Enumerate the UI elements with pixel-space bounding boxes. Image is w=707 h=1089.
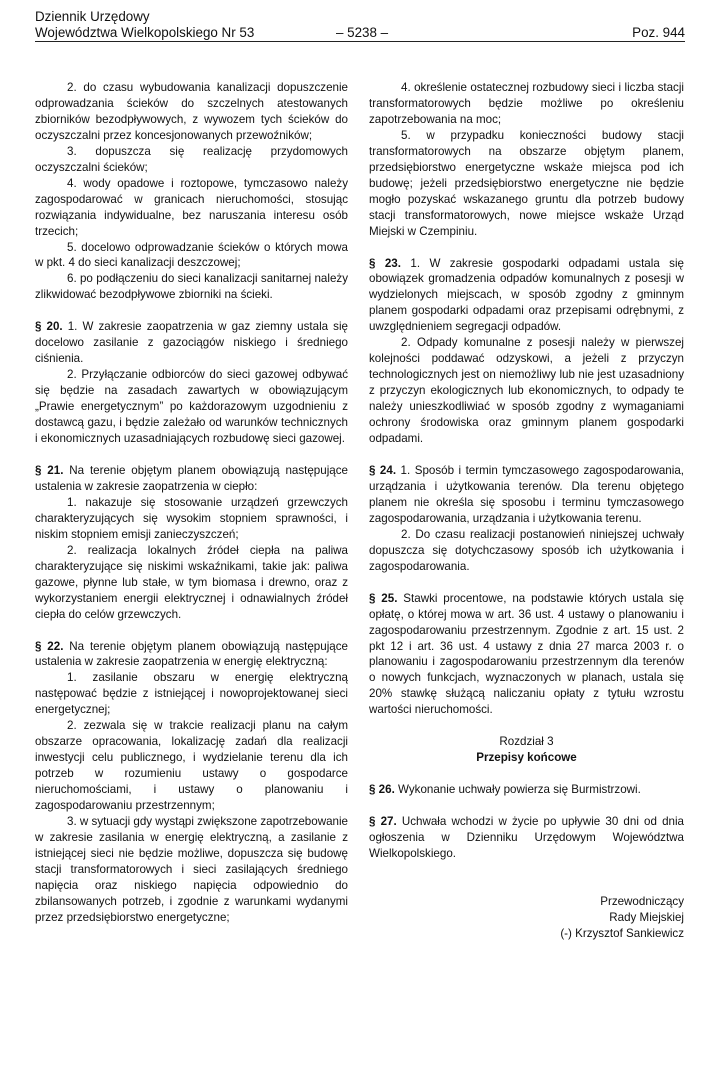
section-text: Uchwała wchodzi w życie po upływie 30 dni od dnia ogłoszenia w Dzienniku Urzędowym Województwa Wielkopolskiego. — [369, 815, 684, 861]
section-25 — [369, 591, 684, 719]
page-header — [35, 9, 685, 41]
paragraph: 3. w sytuacji gdy wystąpi zwiększone zapotrzebowanie w zakresie zasilania w energię elektryczną, a zasilanie z istniejącej sieci nie będzie możliwe, dopuszcza się budowę stacji transformatorowych i sieci zasilających średniego napięcia oraz niskiego napięcia odpowiednio do zbilansowanych potrzeb, i zgodnie z warunkami wydanymi przez przedsiębiorstwo energetyczne; — [35, 814, 348, 924]
section-text: Wykonanie uchwały powierza się Burmistrzowi. — [394, 783, 641, 797]
journal-title: Dziennik Urzędowy — [35, 9, 150, 24]
page-number: – 5238 – — [336, 24, 389, 40]
section-23 — [369, 256, 684, 336]
paragraph: 4. określenie ostatecznej rozbudowy sieci i liczba stacji transformatorowych będzie możliwe po określeniu zapotrzebowania na moc; — [369, 81, 684, 126]
position-number: Poz. 944 — [632, 24, 685, 40]
section-21 — [35, 463, 348, 495]
header-rule — [35, 41, 685, 42]
paragraph: 2. zezwala się w trakcie realizacji planu na całym obszarze opracowania, lokalizację zadań dla realizacji inwestycji celu publicznego, i wydzielanie terenu dla ich potrzeb w rozumieniu ustawy o gospodarce nieruchomościami, i ustawy o planowaniu i zagospodarowaniu przestrzennym; — [35, 719, 348, 813]
section-text: 1. W zakresie zaopatrzenia w gaz ziemny ustala się docelowo zasilanie z gazociągów niskiego i średniego ciśnienia. — [35, 320, 348, 366]
section-text: 1. W zakresie gospodarki odpadami ustala się obowiązek gromadzenia odpadów komunalnych z posesji w wydzielonych miejscach, w sposób zgodny z gminnym planem gospodarki odpadami oraz przepisami odrębnymi, z uwzględnieniem segregacji odpadów. — [369, 256, 684, 334]
section-label: § 21. — [35, 463, 64, 477]
section-26 — [369, 782, 684, 798]
section-label: § 20. — [35, 320, 63, 334]
section-label: § 22. — [35, 639, 64, 653]
section-text: 1. Sposób i termin tymczasowego zagospodarowania, urządzania i użytkowania terenów. Dla terenu objętego planem nie określa się sposobu i terminu tymczasowego zagospodarowania, urządzania i użytkowania terenu. — [369, 463, 684, 525]
paragraph: 6. po podłączeniu do sieci kanalizacji sanitarnej należy zlikwidować bezodpływowe zbiorniki na ścieki. — [35, 272, 348, 302]
section-label: § 26. — [369, 783, 395, 797]
signature-line: Rady Miejskiej — [609, 910, 684, 924]
paragraph: 1. nakazuje się stosowanie urządzeń grzewczych charakteryzujących się wysokim stopniem sprawności, i niskim stopniem emisji zanieczyszczeń; — [35, 495, 348, 541]
left-column — [35, 80, 348, 926]
signature-line: Przewodniczący — [600, 894, 684, 908]
paragraph: 5. w przypadku konieczności budowy stacji transformatorowych na obszarze objętym planem, przedsiębiorstwo energetyczne wskaże miejsca pod ich budowę; jeżeli przedsiębiorstwo energetyczne nie będzie mogło pozyskać wskazanego gruntu dla potrzeb budowy stacji transformatorowych, nowe miejsce wskaże Urząd Miejski w Czempiniu. — [369, 128, 684, 238]
chapter-number: Rozdział 3 — [499, 735, 554, 749]
chapter-title — [369, 750, 684, 766]
section-text: Na terenie objętym planem obowiązują następujące ustalenia w zakresie zaopatrzenia w energię elektryczną: — [35, 639, 348, 669]
paragraph: 2. do czasu wybudowania kanalizacji dopuszczenie odprowadzania ścieków do szczelnych atestowanych zbiorników bezodpływowych, z wywozem tych ścieków do oczyszczalni przez koncesjonowanych przewoźników; — [35, 81, 348, 142]
paragraph: 4. wody opadowe i roztopowe, tymczasowo należy zagospodarować w granicach nieruchomości, stosując rozwiązania indywidualne, bez naruszania interesu osób trzecich; — [35, 176, 348, 238]
section-label: § 23. — [369, 256, 401, 270]
section-text: Stawki procentowe, na podstawie których ustala się opłatę, o której mowa w art. 36 ust. 4 ustawy o planowaniu i zagospodarowaniu przestrzennym. Zgodnie z art. 15 ust. 2 pkt 12 i art. 36 ust. 4 ustawy z dnia 27 marca 2003 r. o planowaniu i zagospodarowaniu przestrzennym dla terenów o nowych funkcjach, wyznaczonych w planach, ustala się 20% stawkę służącą naliczaniu opłaty z tytułu wzrostu wartości nieruchomości. — [369, 591, 684, 717]
paragraph: 2. Przyłączanie odbiorców do sieci gazowej odbywać się będzie na zasadach zawartych w obowiązującym „Prawie energetycznym” po każdorazowym uzgodnieniu z dostawcą gazu, i będzie zależało od warunków technicznych i ekonomicznych uzasadniających rozbudowę sieci gazowej. — [35, 368, 348, 446]
paragraph: 5. docelowo odprowadzanie ścieków o których mowa w pkt. 4 do sieci kanalizacji deszczowej; — [35, 240, 348, 270]
signature-block — [369, 894, 684, 942]
paragraph: 2. Odpady komunalne z posesji należy w pierwszej kolejności poddawać odzyskowi, a jeżeli z przyczyn technologicznych jest on niemożliwy lub nie jest uzasadniony z przyczyn ekologicznych lub ekonomicznych, to odpady te należy unieszkodliwiać w sposób zgodny z wymaganiami ochrony środowiska oraz gminnym planem gospodarki odpadami. — [369, 336, 684, 446]
chapter-title-text: Przepisy końcowe — [476, 751, 577, 765]
section-20 — [35, 319, 348, 367]
section-label: § 27. — [369, 815, 397, 829]
section-label: § 25. — [369, 591, 398, 605]
journal-subtitle: Województwa Wielkopolskiego Nr 53 — [35, 24, 255, 40]
signature-name: (-) Krzysztof Sankiewicz — [560, 926, 684, 940]
section-27 — [369, 814, 684, 862]
section-label: § 24. — [369, 463, 397, 477]
paragraph: 1. zasilanie obszaru w energię elektryczną następować będzie z istniejącej i nowoprojektowanej sieci energetycznej; — [35, 671, 348, 717]
section-22 — [35, 639, 348, 671]
paragraph: 3. dopuszcza się realizację przydomowych oczyszczalni ścieków; — [35, 144, 348, 174]
paragraph: 2. Do czasu realizacji postanowień niniejszej uchwały dopuszcza się dotychczasowy sposób ich użytkowania i zagospodarowania. — [369, 527, 684, 573]
paragraph: 2. realizacja lokalnych źródeł ciepła na paliwa charakteryzujące się niskimi wskaźnikami, takie jak: paliwa gazowe, płynne lub stałe, w tym biomasa i drewno, oraz z wykorzystaniem energii elektrycznej i odnawialnych źródeł ciepła do celów grzewczych. — [35, 543, 348, 621]
section-24 — [369, 463, 684, 527]
right-column — [369, 80, 684, 942]
section-text: Na terenie objętym planem obowiązują następujące ustalenia w zakresie zaopatrzenia w ciepło: — [35, 463, 348, 493]
